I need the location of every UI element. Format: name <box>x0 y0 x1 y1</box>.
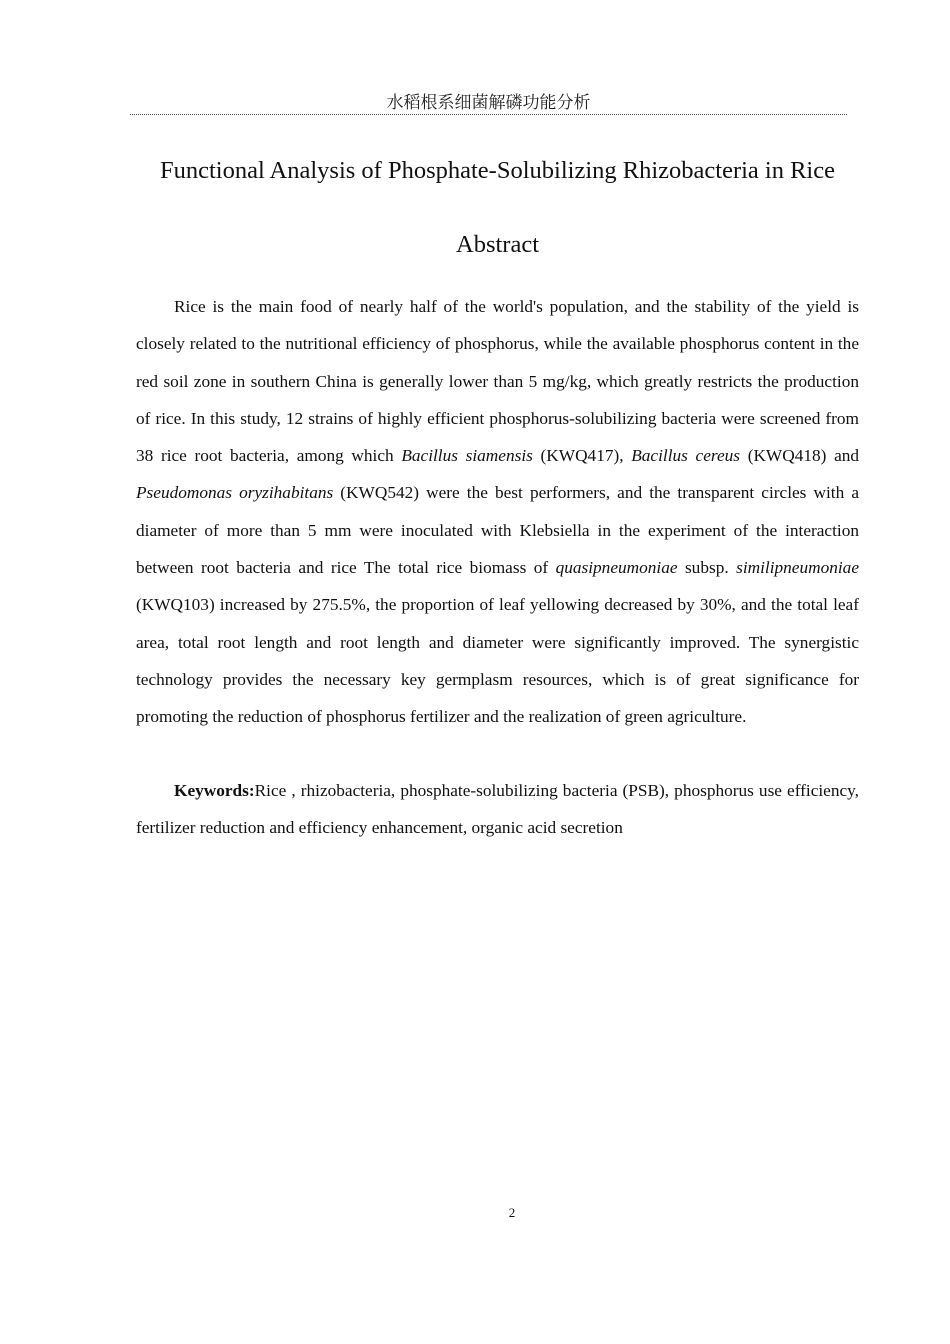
species-name: Bacillus siamensis <box>401 446 533 466</box>
running-header: 水稻根系细菌解磷功能分析 <box>130 92 847 115</box>
abstract-text: (KWQ103) increased by 275.5%, the proportion of leaf yellowing decreased by 30%, and the total leaf area, total root length and root length and diameter were significantly improved. The synergistic technology provides the necessary key germplasm resources, which is of great significance for promoting the reduction of phosphorus fertilizer and the realization of green agriculture. <box>136 595 859 727</box>
abstract-text: Rice is the main food of nearly half of the world's population, and the stability of the yield is closely related to the nutritional efficiency of phosphorus, while the available phosphorus content in the red soil zone in southern China is generally lower than 5 mg/kg, which greatly restricts the production of rice. In this study, 12 strains of highly efficient phosphorus-solubilizing bacteria were screened from 38 rice root bacteria, among which <box>136 297 859 466</box>
page-number: 2 <box>508 1205 516 1220</box>
paper-title: Functional Analysis of Phosphate-Solubilizing Rhizobacteria in Rice <box>159 157 835 184</box>
abstract-text: subsp. <box>677 558 737 578</box>
keywords-label: Keywords: <box>174 781 255 800</box>
species-name: Bacillus cereus <box>631 446 741 466</box>
abstract-text: (KWQ417), <box>532 446 632 466</box>
abstract-paragraph <box>136 288 859 736</box>
abstract-text: (KWQ418) and <box>740 446 860 466</box>
keywords-paragraph <box>136 772 859 847</box>
abstract-heading: Abstract <box>456 231 539 258</box>
abstract-text: (KWQ542) were the best performers, and the transparent circles with a diameter of more than 5 mm were inoculated with Klebsiella in the experiment of the interaction between root bacteria and rice The total rice biomass of <box>136 483 859 578</box>
species-name: similipneumoniae <box>736 558 859 578</box>
species-name: Pseudomonas oryzihabitans <box>136 483 334 503</box>
keywords-text: Rice , rhizobacteria, phosphate-solubilizing bacteria (PSB), phosphorus use efficiency, fertilizer reduction and efficiency enhancement, organic acid secretion <box>136 781 859 838</box>
species-name: quasipneumoniae <box>555 558 678 578</box>
